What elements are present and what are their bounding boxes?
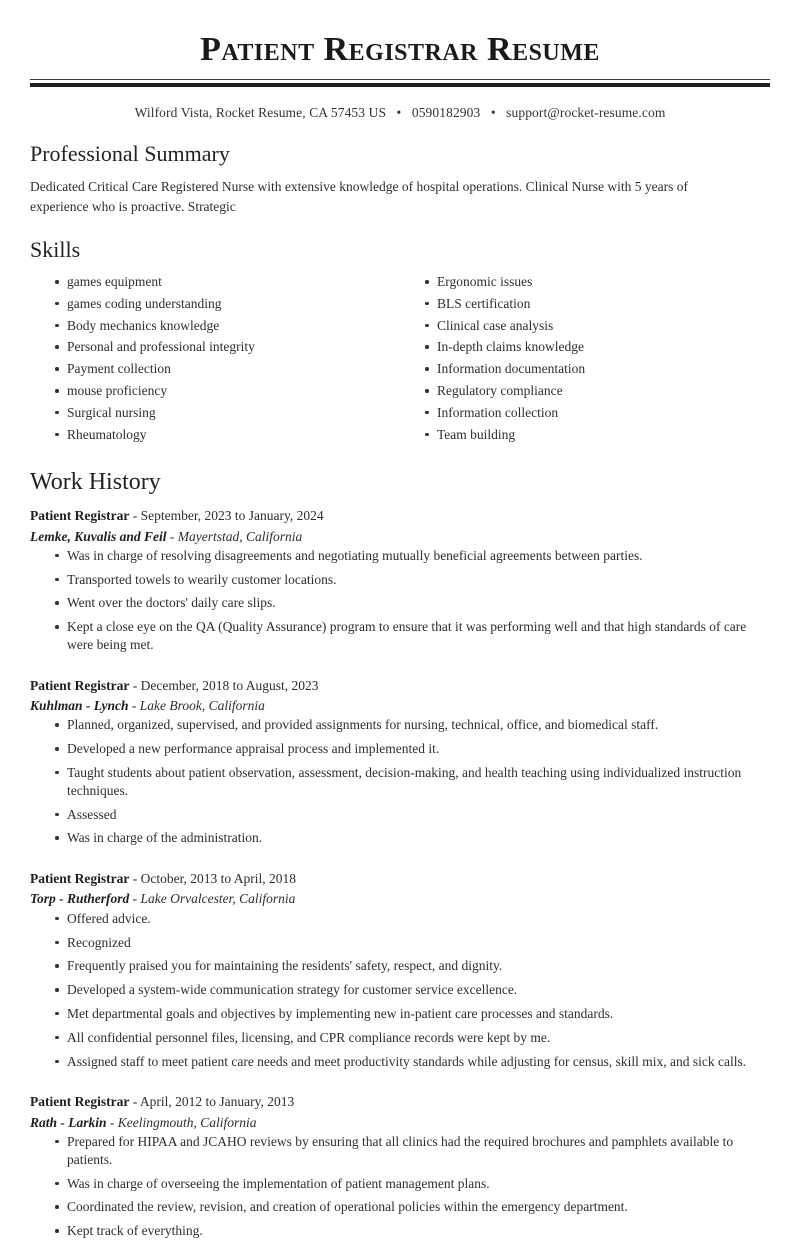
job-bullet-item: Met departmental goals and objectives by implementing new in-patient care processes and standards. [55, 1005, 770, 1029]
job-dates: December, 2018 to August, 2023 [140, 677, 319, 693]
job-bullet-item: Was in charge of the administration. [55, 829, 770, 853]
job-location: Lake Orvalcester, California [140, 891, 296, 907]
job-bullet-item: All confidential personnel files, licensing, and CPR compliance records were kept by me. [55, 1029, 770, 1053]
skill-item: Information collection [425, 404, 770, 426]
work-history-list [30, 506, 770, 1246]
work-history-entry [30, 869, 770, 1076]
job-bullet-item: Assessed [55, 806, 770, 830]
job-company-line [30, 696, 770, 716]
job-location: Mayertstad, California [177, 528, 303, 544]
contact-phone: 0590182903 [411, 105, 481, 121]
job-bullet-list [30, 910, 770, 1077]
job-separator: - [106, 1114, 118, 1130]
skills-left-column [30, 273, 400, 448]
work-history-entry [30, 506, 770, 660]
job-company: Kuhlman - Lynch [30, 698, 129, 714]
job-separator: - [166, 528, 178, 544]
contact-line [30, 105, 770, 121]
work-history-entry [30, 1092, 770, 1246]
summary-text: Dedicated Critical Care Registered Nurse with extensive knowledge of hospital operations. Clinical Nurse with 5 years of experience who is proactive. Strategic [30, 179, 688, 215]
job-separator: - [128, 698, 140, 714]
skill-item: Clinical case analysis [425, 317, 770, 339]
skill-item: games equipment [55, 273, 400, 295]
job-title: Patient Registrar [30, 1094, 130, 1110]
job-company: Rath - Larkin [30, 1114, 107, 1130]
job-bullet-item: Frequently praised you for maintaining the residents' safety, respect, and dignity. [55, 957, 770, 981]
job-title-line [30, 869, 770, 889]
job-separator: - [129, 508, 141, 524]
contact-address: Wilford Vista, Rocket Resume, CA 57453 US [134, 105, 387, 121]
skill-item: Rheumatology [55, 426, 400, 448]
section-heading-skills: Skills [30, 236, 81, 262]
skill-item: Regulatory compliance [425, 382, 770, 404]
skills-list-left [30, 273, 400, 448]
job-bullet-item: Recognized [55, 934, 770, 958]
job-title: Patient Registrar [30, 871, 130, 887]
job-bullet-list [30, 716, 770, 853]
job-separator: - [129, 891, 141, 907]
job-bullet-list [30, 1133, 770, 1246]
divider-thick-line [30, 83, 770, 87]
skill-item: Team building [425, 426, 770, 448]
job-bullet-item: Developed a system-wide communication strategy for customer service excellence. [55, 981, 770, 1005]
skill-item: Body mechanics knowledge [55, 317, 400, 339]
skills-section [30, 237, 770, 448]
job-bullet-item: Kept track of everything. [55, 1222, 770, 1246]
skills-right-column [400, 273, 770, 448]
job-bullet-item: Offered advice. [55, 910, 770, 934]
header-divider [30, 79, 770, 87]
job-separator: - [129, 1094, 140, 1110]
job-dates: April, 2012 to January, 2013 [139, 1094, 295, 1110]
work-history-section [30, 468, 770, 1246]
job-bullet-item: Developed a new performance appraisal process and implemented it. [55, 740, 770, 764]
job-dates: September, 2023 to January, 2024 [140, 508, 324, 524]
skills-columns [30, 273, 770, 448]
work-history-entry [30, 676, 770, 853]
section-heading-work-history: Work History [30, 468, 161, 495]
job-company: Torp - Rutherford [30, 891, 130, 907]
job-location: Lake Brook, California [139, 698, 265, 714]
job-company-line [30, 527, 770, 547]
skill-item: Information documentation [425, 360, 770, 382]
job-bullet-item: Assigned staff to meet patient care needs and meet productivity standards while adjusting for census, skill mix, and sick calls. [55, 1053, 770, 1077]
job-bullet-item: Kept a close eye on the QA (Quality Assurance) program to ensure that it was performing well and that high standards of care were being met. [55, 618, 770, 660]
job-bullet-item: Transported towels to wearily customer locations. [55, 571, 770, 595]
job-company: Lemke, Kuvalis and Feil [30, 528, 167, 544]
contact-separator-2: • [490, 105, 496, 121]
skill-item: Payment collection [55, 360, 400, 382]
job-title-line [30, 1092, 770, 1112]
contact-email[interactable]: support@rocket-resume.com [506, 105, 666, 121]
job-bullet-item: Was in charge of overseeing the implementation of patient management plans. [55, 1175, 770, 1199]
job-separator: - [129, 871, 141, 887]
job-title-line [30, 676, 770, 696]
section-heading-summary: Professional Summary [30, 141, 230, 167]
job-bullet-item: Coordinated the review, revision, and creation of operational policies within the emergency department. [55, 1198, 770, 1222]
skill-item: In-depth claims knowledge [425, 338, 770, 360]
job-bullet-item: Went over the doctors' daily care slips. [55, 594, 770, 618]
job-bullet-list [30, 547, 770, 660]
skill-item: Surgical nursing [55, 404, 400, 426]
skill-item: mouse proficiency [55, 382, 400, 404]
page-title: Patient Registrar Resume [200, 31, 600, 68]
skill-item: Personal and professional integrity [55, 338, 400, 360]
contact-separator-1: • [396, 105, 402, 121]
skill-item: games coding understanding [55, 295, 400, 317]
job-bullet-item: Taught students about patient observation, assessment, decision-making, and health teaching using individualized instruction techniques. [55, 764, 770, 806]
job-bullet-item: Planned, organized, supervised, and provided assignments for nursing, technical, office, and biomedical staff. [55, 716, 770, 740]
job-title-line [30, 506, 770, 526]
skills-list-right [400, 273, 770, 448]
job-title: Patient Registrar [30, 677, 130, 693]
job-bullet-item: Was in charge of resolving disagreements and negotiating mutually beneficial agreements between parties. [55, 547, 770, 571]
professional-summary-section [30, 141, 770, 217]
job-title: Patient Registrar [30, 508, 130, 524]
job-company-line [30, 1113, 770, 1133]
job-dates: October, 2013 to April, 2018 [140, 871, 297, 887]
job-company-line [30, 889, 770, 909]
job-separator: - [129, 677, 141, 693]
job-location: Keelingmouth, California [117, 1114, 257, 1130]
job-bullet-item: Prepared for HIPAA and JCAHO reviews by ensuring that all clinics had the required brochures and pamphlets available to patients. [55, 1133, 770, 1175]
skill-item: Ergonomic issues [425, 273, 770, 295]
skill-item: BLS certification [425, 295, 770, 317]
